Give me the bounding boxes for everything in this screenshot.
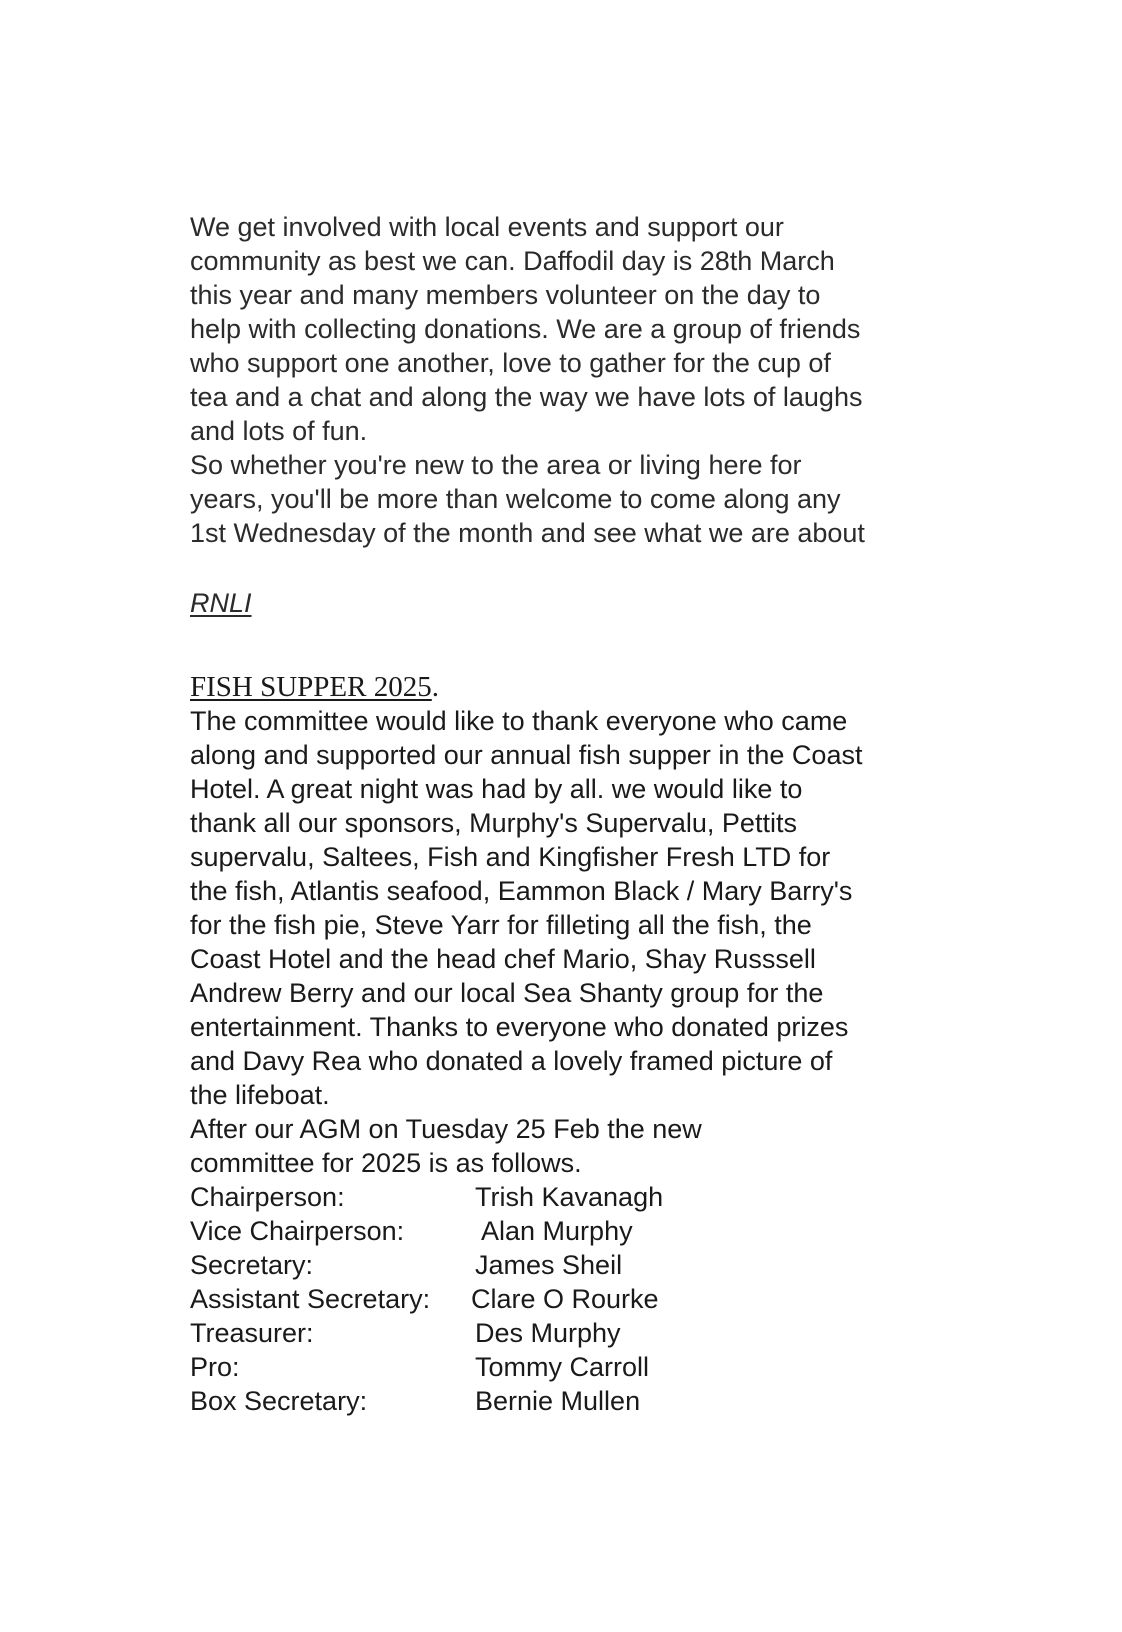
newsletter-page (190, 210, 950, 1418)
committee-row (190, 1248, 950, 1282)
fish-supper-line: entertainment. Thanks to everyone who donated prizes (190, 1012, 849, 1042)
intro-line: years, you'll be more than welcome to come along any (190, 484, 841, 514)
fish-supper-line: supervalu, Saltees, Fish and Kingfisher Fresh LTD for (190, 842, 831, 872)
committee-name: Bernie Mullen (475, 1386, 641, 1416)
fish-supper-section (190, 670, 950, 1180)
fish-supper-heading (190, 670, 950, 704)
intro-line: tea and a chat and along the way we have lots of laughs (190, 382, 863, 412)
committee-row (190, 1282, 950, 1316)
committee-row (190, 1316, 950, 1350)
fish-supper-line: committee for 2025 is as follows. (190, 1148, 582, 1178)
committee-name: Alan Murphy (475, 1216, 633, 1246)
rnli-heading: RNLI (190, 588, 252, 618)
committee-role: Treasurer: (190, 1318, 314, 1348)
fish-supper-line: After our AGM on Tuesday 25 Feb the new (190, 1114, 702, 1144)
intro-line: So whether you're new to the area or living here for (190, 450, 802, 480)
fish-supper-line: Coast Hotel and the head chef Mario, Shay Russsell (190, 944, 816, 974)
fish-supper-line: thank all our sponsors, Murphy's Supervalu, Pettits (190, 808, 797, 838)
intro-line: help with collecting donations. We are a group of friends (190, 314, 861, 344)
committee-row (190, 1180, 950, 1214)
committee-name: Trish Kavanagh (475, 1182, 664, 1212)
committee-row (190, 1214, 950, 1248)
fish-supper-line: along and supported our annual fish supper in the Coast (190, 740, 863, 770)
committee-list (190, 1180, 950, 1418)
committee-role: Vice Chairperson: (190, 1216, 405, 1246)
intro-line: who support one another, love to gather for the cup of (190, 348, 831, 378)
fish-supper-line: the fish, Atlantis seafood, Eammon Black / Mary Barry's (190, 876, 853, 906)
rnli-section (190, 550, 950, 620)
committee-name: Tommy Carroll (475, 1352, 650, 1382)
intro-line: 1st Wednesday of the month and see what we are about (190, 518, 865, 548)
fish-supper-line: Hotel. A great night was had by all. we would like to (190, 774, 803, 804)
committee-role: Box Secretary: (190, 1386, 368, 1416)
fish-supper-line: for the fish pie, Steve Yarr for filleting all the fish, the (190, 910, 812, 940)
committee-role: Assistant Secretary: (190, 1284, 431, 1314)
fish-supper-line: Andrew Berry and our local Sea Shanty group for the (190, 978, 824, 1008)
fish-supper-heading-text: FISH SUPPER 2025 (190, 671, 432, 703)
intro-line: We get involved with local events and support our (190, 212, 784, 242)
committee-name: Clare O Rourke (471, 1284, 659, 1314)
committee-role: Secretary: (190, 1250, 314, 1280)
fish-supper-line: the lifeboat. (190, 1080, 330, 1110)
committee-role: Chairperson: (190, 1182, 345, 1212)
committee-name: James Sheil (475, 1250, 623, 1280)
intro-line: this year and many members volunteer on the day to (190, 280, 821, 310)
committee-row (190, 1384, 950, 1418)
intro-paragraph (190, 210, 950, 550)
committee-role: Pro: (190, 1352, 240, 1382)
fish-supper-line: and Davy Rea who donated a lovely framed picture of (190, 1046, 833, 1076)
fish-supper-heading-period: . (431, 671, 439, 703)
committee-name: Des Murphy (475, 1318, 621, 1348)
fish-supper-line: The committee would like to thank everyone who came (190, 706, 848, 736)
intro-line: and lots of fun. (190, 416, 368, 446)
committee-row (190, 1350, 950, 1384)
intro-line: community as best we can. Daffodil day is 28th March (190, 246, 835, 276)
